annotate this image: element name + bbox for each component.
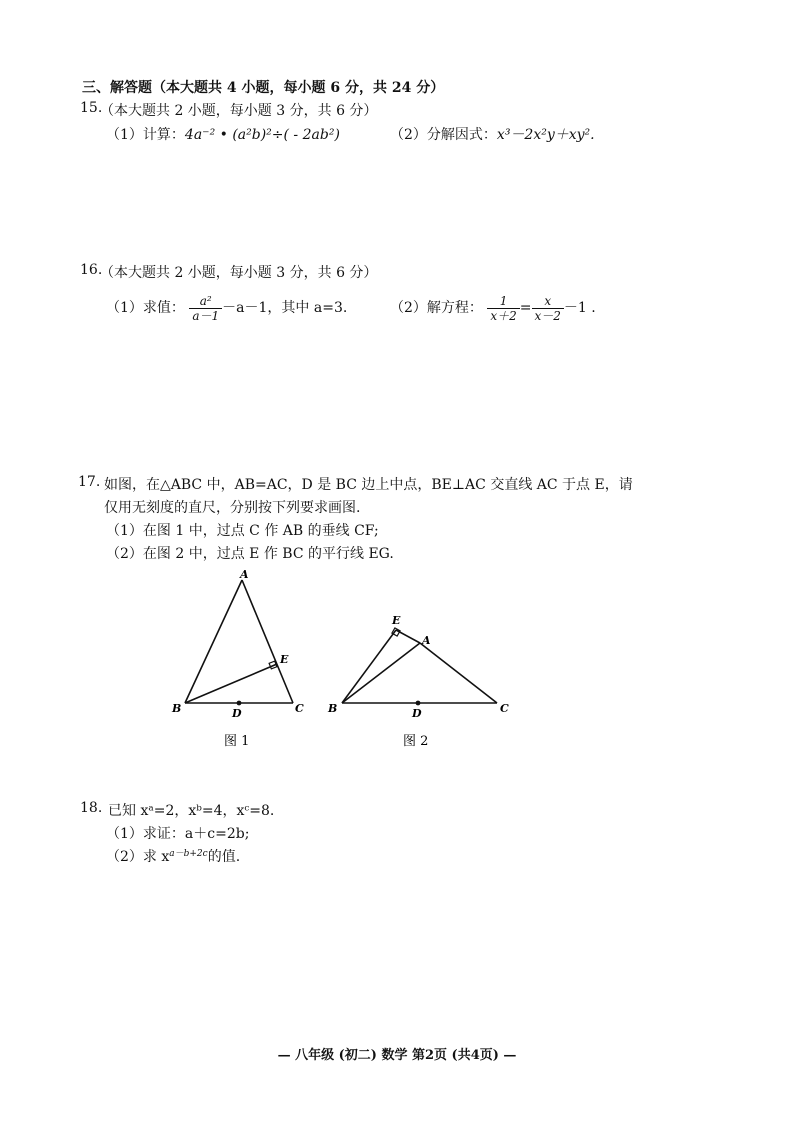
- q16-part1-frac-den: a－1: [192, 308, 220, 323]
- q16-part2-fraction1: [487, 294, 519, 323]
- q16-part2-fraction2: [532, 294, 564, 323]
- q16-part1-rest: －a－1，其中 a=3.: [222, 300, 348, 316]
- q18-line3-exponent: a－b+2c: [169, 849, 208, 859]
- fig1-label-c: C: [295, 702, 304, 715]
- fig2-label-c: C: [500, 702, 509, 715]
- q16-number: 16.: [80, 262, 103, 278]
- q15-part1: [106, 124, 340, 144]
- q15-part2-label: （2）分解因式：: [390, 127, 497, 143]
- fig2-caption: 图 2: [403, 734, 429, 749]
- q18-line3-pre: （2）求 x: [106, 849, 170, 865]
- fig2-label-a: A: [422, 634, 431, 647]
- q16-part2-frac2-den: x－2: [534, 308, 561, 323]
- q16-part2-frac1-num: 1: [487, 294, 519, 309]
- fig1-caption: 图 1: [224, 734, 250, 749]
- q16-part2: [390, 288, 596, 328]
- q16-part2-equals: =: [519, 300, 532, 316]
- q17-line1: 如图，在△ABC 中，AB=AC，D 是 BC 边上中点，BE⊥AC 交直线 AC 于点 E，请: [104, 477, 633, 493]
- q16-part2-frac1-den: x＋2: [490, 308, 517, 323]
- q16-part2-frac2-num: x: [532, 294, 564, 309]
- fig2-label-d: D: [412, 707, 422, 720]
- q16-part1-label: （1）求值：: [106, 300, 185, 316]
- q15-part1-label: （1）计算：: [106, 127, 185, 143]
- figure-2: [320, 605, 520, 755]
- fig2-side-ac: [420, 643, 497, 703]
- q18-line3-post: 的值.: [207, 849, 241, 865]
- q16-part1-frac-num: a²: [189, 294, 222, 309]
- q15-part1-expr: 4a⁻² • (a²b)²÷( - 2ab²): [184, 127, 340, 143]
- figure-1: [160, 565, 320, 755]
- fig1-label-e: E: [280, 653, 289, 666]
- fig1-label-b: B: [172, 702, 182, 715]
- fig1-side-ab: [185, 580, 242, 703]
- q15-intro: （本大题共 2 小题，每小题 3 分，共 6 分）: [100, 103, 378, 119]
- fig2-side-ab: [342, 643, 420, 703]
- fig1-segment-be: [185, 664, 277, 703]
- q17-line3: （1）在图 1 中，过点 C 作 AB 的垂线 CF;: [106, 523, 379, 539]
- q18-line1: 已知 xᵃ=2，xᵇ=4，xᶜ=8.: [108, 803, 275, 819]
- q17-line2: 仅用无刻度的直尺，分别按下列要求画图.: [104, 500, 361, 516]
- q16-part1-fraction: [189, 294, 222, 323]
- q18-line3: [106, 846, 240, 866]
- q16-part2-label: （2）解方程：: [390, 300, 483, 316]
- section-header: 三、解答题（本大题共 4 小题，每小题 6 分，共 24 分）: [82, 80, 445, 96]
- fig1-point-d: [237, 701, 242, 706]
- q16-part2-rest: －1 .: [563, 300, 596, 316]
- fig1-label-a: A: [240, 568, 249, 581]
- q17-line4: （2）在图 2 中，过点 E 作 BC 的平行线 EG.: [106, 546, 394, 562]
- q16-part1: [106, 288, 347, 328]
- q15-part2-expr: x³－2x²y＋xy².: [496, 127, 595, 143]
- fig1-side-ac: [242, 580, 293, 703]
- page-footer: — 八年级 (初二) 数学 第2页 (共4页) —: [277, 1048, 517, 1063]
- q17-number: 17.: [78, 474, 101, 490]
- q16-intro: （本大题共 2 小题，每小题 3 分，共 6 分）: [100, 265, 378, 281]
- q18-line2: （1）求证：a＋c=2b;: [106, 826, 250, 842]
- fig2-label-e: E: [392, 614, 401, 627]
- fig2-segment-be: [342, 630, 396, 703]
- fig2-label-b: B: [328, 702, 338, 715]
- fig2-point-d: [416, 701, 421, 706]
- q15-number: 15.: [80, 100, 103, 116]
- q15-part2: [390, 124, 595, 144]
- fig1-label-d: D: [232, 707, 242, 720]
- q18-number: 18.: [80, 800, 103, 816]
